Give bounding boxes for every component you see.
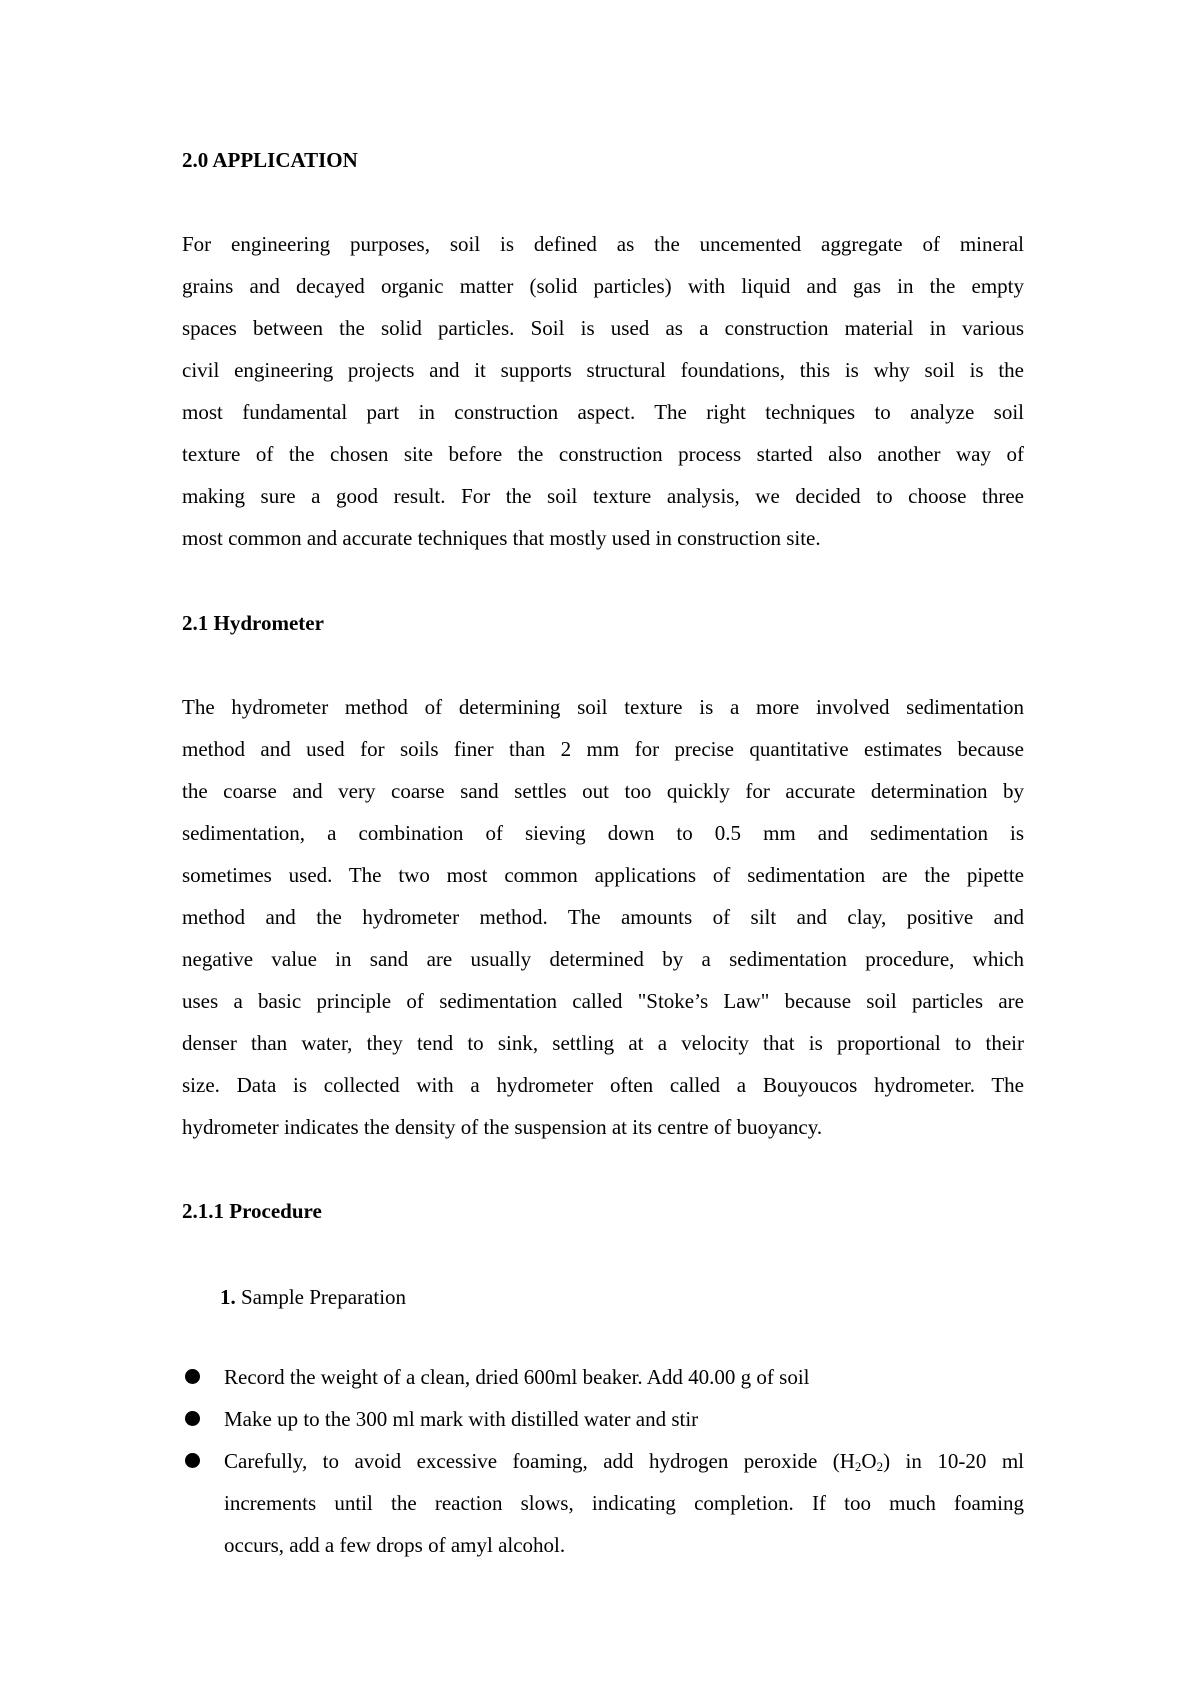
bullet-text-line: occurs, add a few drops of amyl alcohol. bbox=[224, 1533, 566, 1557]
paragraph-line: most fundamental part in construction aspect. The right techniques to analyze soil bbox=[182, 400, 1024, 424]
list-item bbox=[182, 1356, 1024, 1398]
subscript: 2 bbox=[854, 1459, 862, 1474]
bullet-text: Record the weight of a clean, dried 600ml beaker. Add 40.00 g of soil bbox=[224, 1365, 810, 1389]
paragraph-line: making sure a good result. For the soil texture analysis, we decided to choose three bbox=[182, 484, 1024, 508]
procedure-bullet-list bbox=[182, 1356, 1024, 1566]
section-heading-procedure: 2.1.1 Procedure bbox=[182, 1199, 322, 1223]
bullet-text-part: O bbox=[861, 1449, 877, 1473]
paragraph-line: sedimentation, a combination of sieving down to 0.5 mm and sedimentation is bbox=[182, 821, 1024, 845]
paragraph-line: For engineering purposes, soil is defined as the uncemented aggregate of mineral bbox=[182, 232, 1024, 256]
paragraph-line: The hydrometer method of determining soil texture is a more involved sedimentation bbox=[182, 695, 1024, 719]
section-heading-hydrometer: 2.1 Hydrometer bbox=[182, 611, 324, 635]
paragraph-line: size. Data is collected with a hydrometer often called a Bouyoucos hydrometer. The bbox=[182, 1073, 1024, 1097]
bullet-text: Make up to the 300 ml mark with distilled water and stir bbox=[224, 1407, 699, 1431]
paragraph-line: sometimes used. The two most common applications of sedimentation are the pipette bbox=[182, 863, 1024, 887]
bullet-text-part: Carefully, to avoid excessive foaming, add hydrogen peroxide (H bbox=[224, 1449, 855, 1473]
bullet-icon bbox=[185, 1369, 200, 1384]
section-heading-application: 2.0 APPLICATION bbox=[182, 148, 358, 172]
list-item bbox=[182, 1398, 1024, 1440]
bullet-text-line: increments until the reaction slows, indicating completion. If too much foaming bbox=[224, 1491, 1024, 1515]
step-label: Sample Preparation bbox=[241, 1285, 407, 1309]
paragraph-line: negative value in sand are usually determined by a sedimentation procedure, which bbox=[182, 947, 1024, 971]
list-item bbox=[182, 1440, 1024, 1566]
paragraph-line: denser than water, they tend to sink, settling at a velocity that is proportional to their bbox=[182, 1031, 1024, 1055]
bullet-icon bbox=[185, 1453, 200, 1468]
application-paragraph bbox=[182, 223, 1024, 559]
hydrometer-paragraph bbox=[182, 686, 1024, 1148]
procedure-step-1 bbox=[220, 1282, 406, 1312]
paragraph-line: most common and accurate techniques that mostly used in construction site. bbox=[182, 526, 821, 550]
paragraph-line: hydrometer indicates the density of the suspension at its centre of buoyancy. bbox=[182, 1115, 823, 1139]
subscript: 2 bbox=[876, 1459, 884, 1474]
paragraph-line: grains and decayed organic matter (solid particles) with liquid and gas in the empty bbox=[182, 274, 1024, 298]
paragraph-line: texture of the chosen site before the construction process started also another way of bbox=[182, 442, 1024, 466]
paragraph-line: method and used for soils finer than 2 mm for precise quantitative estimates because bbox=[182, 737, 1024, 761]
paragraph-line: the coarse and very coarse sand settles out too quickly for accurate determination by bbox=[182, 779, 1024, 803]
bullet-text-line bbox=[224, 1440, 1024, 1482]
bullet-icon bbox=[185, 1411, 200, 1426]
paragraph-line: spaces between the solid particles. Soil is used as a construction material in various bbox=[182, 316, 1024, 340]
paragraph-line: civil engineering projects and it supports structural foundations, this is why soil is the bbox=[182, 358, 1024, 382]
step-number: 1. bbox=[220, 1285, 236, 1309]
paragraph-line: method and the hydrometer method. The amounts of silt and clay, positive and bbox=[182, 905, 1024, 929]
paragraph-line: uses a basic principle of sedimentation called "Stoke’s Law" because soil particles are bbox=[182, 989, 1024, 1013]
bullet-text-part: ) in 10-20 ml bbox=[883, 1449, 1024, 1473]
